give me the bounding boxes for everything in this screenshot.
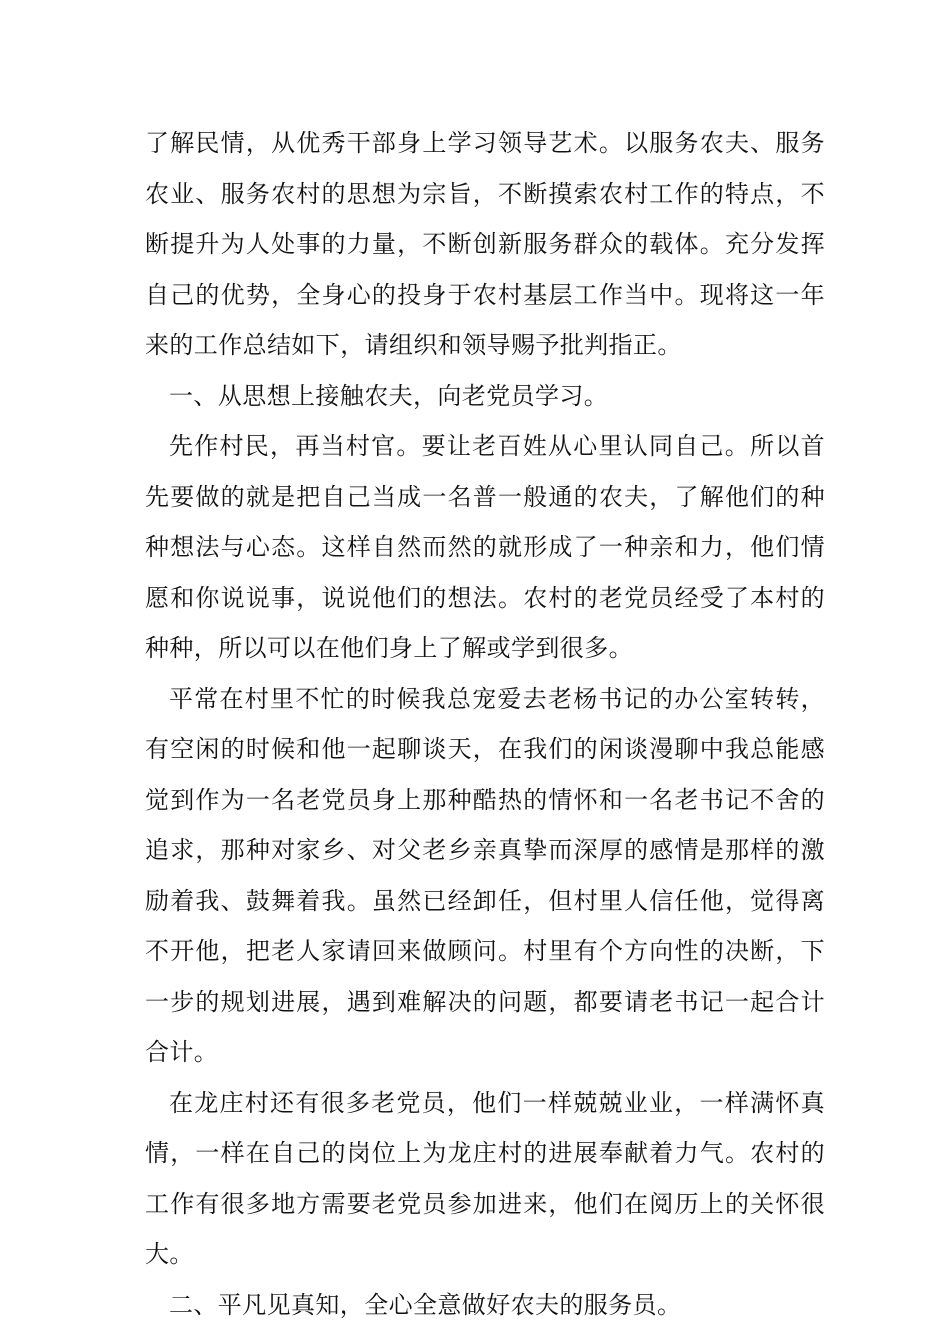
document-body [145,118,825,1330]
paragraph-continued-intro: 了解民情，从优秀干部身上学习领导艺术。以服务农夫、服务农业、服务农村的思想为宗旨，不断摸索农村工作的特点，不断提升为人处事的力量，不断创新服务群众的载体。充分发挥自己的优势，全身心的投身于农村基层工作当中。现将这一年来的工作总结如下，请组织和领导赐予批判指正。 [145,129,825,359]
paragraph-old-party-members: 在龙庄村还有很多老党员，他们一样兢兢业业，一样满怀真情，一样在自己的岗位上为龙庄村的进展奉献着力气。农村的工作有很多地方需要老党员参加进来，他们在阅历上的关怀很大。 [145,1088,825,1268]
section-heading-1: 一、从思想上接触农夫，向老党员学习。 [169,381,609,410]
paragraph-old-secretary: 平常在村里不忙的时候我总宠爱去老杨书记的办公室转转，有空闲的时候和他一起聊谈天，在我们的闲谈漫聊中我总能感觉到作为一名老党员身上那种酷热的情怀和一名老书记不舍的追求，那种对家乡、对父老乡亲真挚而深厚的感情是那样的激励着我、鼓舞着我。虽然已经卸任，但村里人信任他，觉得离不开他，把老人家请回来做顾问。村里有个方向性的决断，下一步的规划进展，遇到难解决的问题，都要请老书记一起合计合计。 [145,684,825,1066]
section-heading-2: 二、平凡见真知，全心全意做好农夫的服务员。 [169,1290,682,1319]
paragraph-village-official: 先作村民，再当村官。要让老百姓从心里认同自己。所以首先要做的就是把自己当成一名普一般通的农夫，了解他们的种种想法与心态。这样自然而然的就形成了一种亲和力，他们情愿和你说说事，说说他们的想法。农村的老党员经受了本村的种种，所以可以在他们身上了解或学到很多。 [145,432,825,662]
